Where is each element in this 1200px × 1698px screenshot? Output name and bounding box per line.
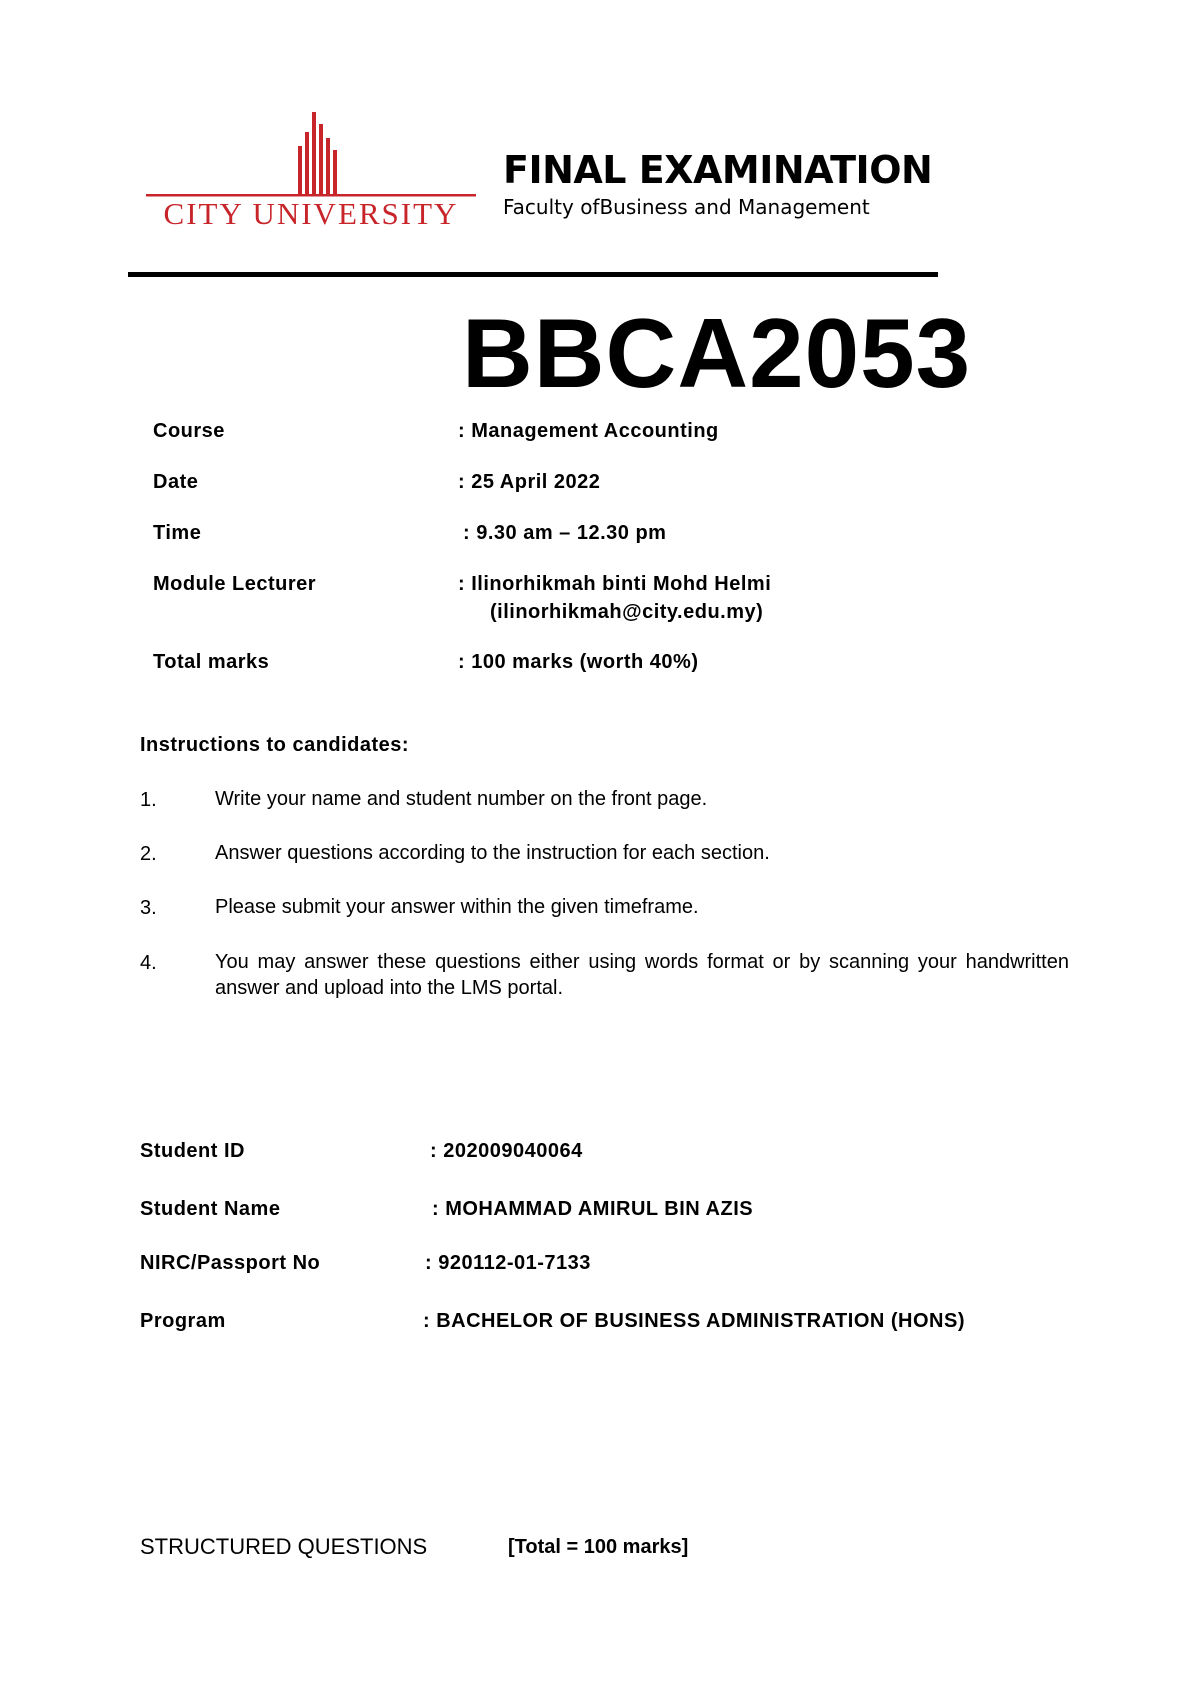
lecturer-value: : Ilinorhikmah binti Mohd Helmi xyxy=(458,573,772,595)
structured-total-marks: [Total = 100 marks] xyxy=(508,1536,689,1558)
instruction-text: Please submit your answer within the given timeframe. xyxy=(215,896,699,918)
date-value: : 25 April 2022 xyxy=(458,471,601,493)
time-value: : 9.30 am – 12.30 pm xyxy=(463,522,667,544)
instruction-text: Answer questions according to the instruction for each section. xyxy=(215,842,770,864)
student-id-value: : 202009040064 xyxy=(430,1140,583,1162)
exam-title: FINAL EXAMINATION xyxy=(503,148,933,192)
nirc-value: : 920112-01-7133 xyxy=(425,1252,591,1274)
logo-bars-icon xyxy=(146,110,476,200)
instruction-text: You may answer these questions either using words format or by scanning your handwritten answer and upload into the LMS portal. xyxy=(215,951,1069,999)
total-marks-value: : 100 marks (worth 40%) xyxy=(458,651,699,673)
course-value: : Management Accounting xyxy=(458,420,719,442)
lecturer-label: Module Lecturer xyxy=(153,573,317,595)
faculty-name: Faculty ofBusiness and Management xyxy=(503,195,870,219)
instruction-text: Write your name and student number on the front page. xyxy=(215,788,708,810)
instructions-title: Instructions to candidates: xyxy=(140,734,410,756)
total-marks-label: Total marks xyxy=(153,651,270,673)
structured-questions-title: STRUCTURED QUESTIONS xyxy=(140,1534,428,1559)
time-label: Time xyxy=(153,522,202,544)
header-divider xyxy=(128,272,938,277)
student-name-label: Student Name xyxy=(140,1198,281,1220)
program-label: Program xyxy=(140,1310,226,1332)
course-code: BBCA2053 xyxy=(462,298,972,408)
nirc-label: NIRC/Passport No xyxy=(140,1252,321,1274)
logo-text: CITY UNIVERSITY xyxy=(163,196,459,231)
course-label: Course xyxy=(153,420,225,442)
instruction-number: 1. xyxy=(140,789,157,811)
instruction-number: 3. xyxy=(140,897,157,919)
instruction-number: 2. xyxy=(140,843,157,865)
student-id-label: Student ID xyxy=(140,1140,245,1162)
date-label: Date xyxy=(153,471,199,493)
student-name-value: : MOHAMMAD AMIRUL BIN AZIS xyxy=(432,1198,754,1220)
university-logo xyxy=(146,110,476,235)
program-value: : BACHELOR OF BUSINESS ADMINISTRATION (HONS) xyxy=(423,1310,965,1332)
lecturer-email: (ilinorhikmah@city.edu.my) xyxy=(490,601,764,623)
instruction-number: 4. xyxy=(140,952,157,974)
